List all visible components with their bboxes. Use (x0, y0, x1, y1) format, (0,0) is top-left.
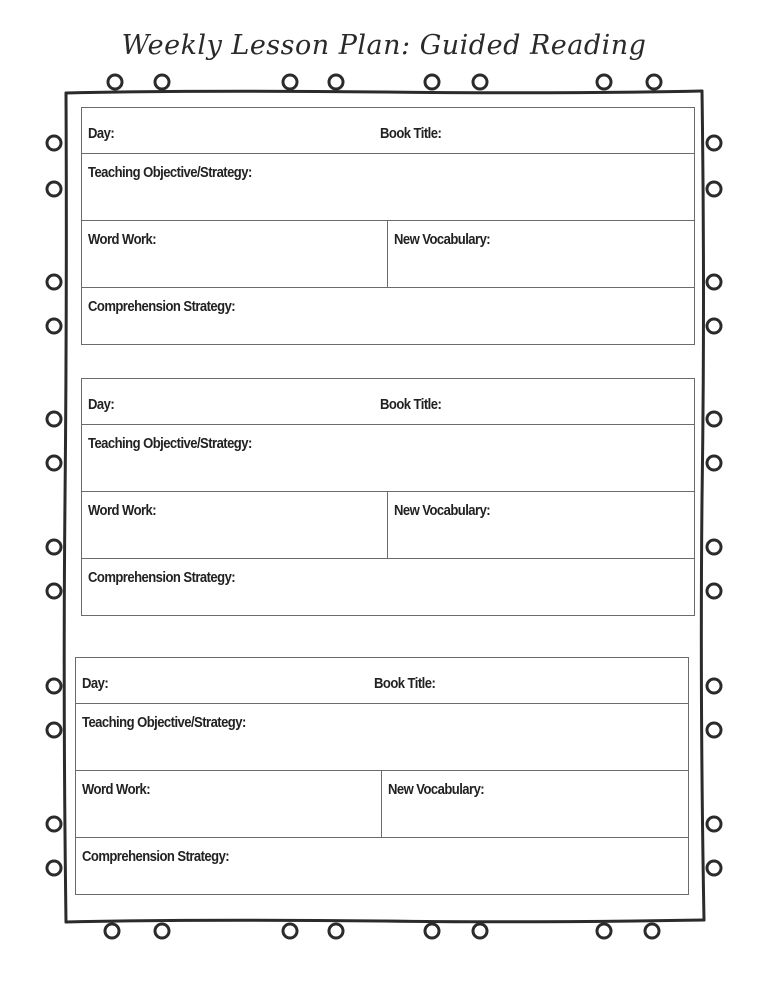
word-work-label: Word Work: (88, 232, 157, 248)
day-label: Day: (88, 397, 115, 413)
comprehension-cell[interactable] (82, 288, 694, 344)
lesson-plan-block-1 (81, 107, 695, 345)
comprehension-row (82, 559, 694, 615)
new-vocabulary-cell[interactable] (388, 221, 694, 287)
word-work-row (76, 771, 688, 838)
word-work-cell[interactable] (76, 771, 382, 837)
teaching-objective-label: Teaching Objective/Strategy: (88, 165, 252, 181)
teaching-objective-cell[interactable] (82, 154, 694, 220)
day-row (82, 379, 694, 425)
comprehension-cell[interactable] (82, 559, 694, 615)
teaching-objective-row (76, 704, 688, 771)
lesson-plan-block-3 (75, 657, 689, 895)
teaching-objective-cell[interactable] (82, 425, 694, 491)
word-work-cell[interactable] (82, 221, 388, 287)
teaching-objective-label: Teaching Objective/Strategy: (82, 715, 246, 731)
day-label: Day: (82, 676, 109, 692)
new-vocabulary-label: New Vocabulary: (394, 232, 491, 248)
teaching-objective-row (82, 425, 694, 492)
day-label: Day: (88, 126, 115, 142)
word-work-row (82, 221, 694, 288)
book-title-label: Book Title: (380, 397, 442, 413)
page-title: Weekly Lesson Plan: Guided Reading (121, 30, 647, 61)
new-vocabulary-cell[interactable] (382, 771, 688, 837)
teaching-objective-row (82, 154, 694, 221)
book-title-label: Book Title: (380, 126, 442, 142)
new-vocabulary-cell[interactable] (388, 492, 694, 558)
teaching-objective-label: Teaching Objective/Strategy: (88, 436, 252, 452)
new-vocabulary-label: New Vocabulary: (388, 782, 485, 798)
comprehension-label: Comprehension Strategy: (82, 849, 230, 865)
teaching-objective-cell[interactable] (76, 704, 688, 770)
book-title-label: Book Title: (374, 676, 436, 692)
comprehension-cell[interactable] (76, 838, 688, 894)
comprehension-label: Comprehension Strategy: (88, 570, 236, 586)
comprehension-row (82, 288, 694, 344)
day-row (76, 658, 688, 704)
word-work-label: Word Work: (82, 782, 151, 798)
comprehension-label: Comprehension Strategy: (88, 299, 236, 315)
comprehension-row (76, 838, 688, 894)
word-work-row (82, 492, 694, 559)
lesson-plan-block-2 (81, 378, 695, 616)
day-row (82, 108, 694, 154)
word-work-cell[interactable] (82, 492, 388, 558)
word-work-label: Word Work: (88, 503, 157, 519)
new-vocabulary-label: New Vocabulary: (394, 503, 491, 519)
